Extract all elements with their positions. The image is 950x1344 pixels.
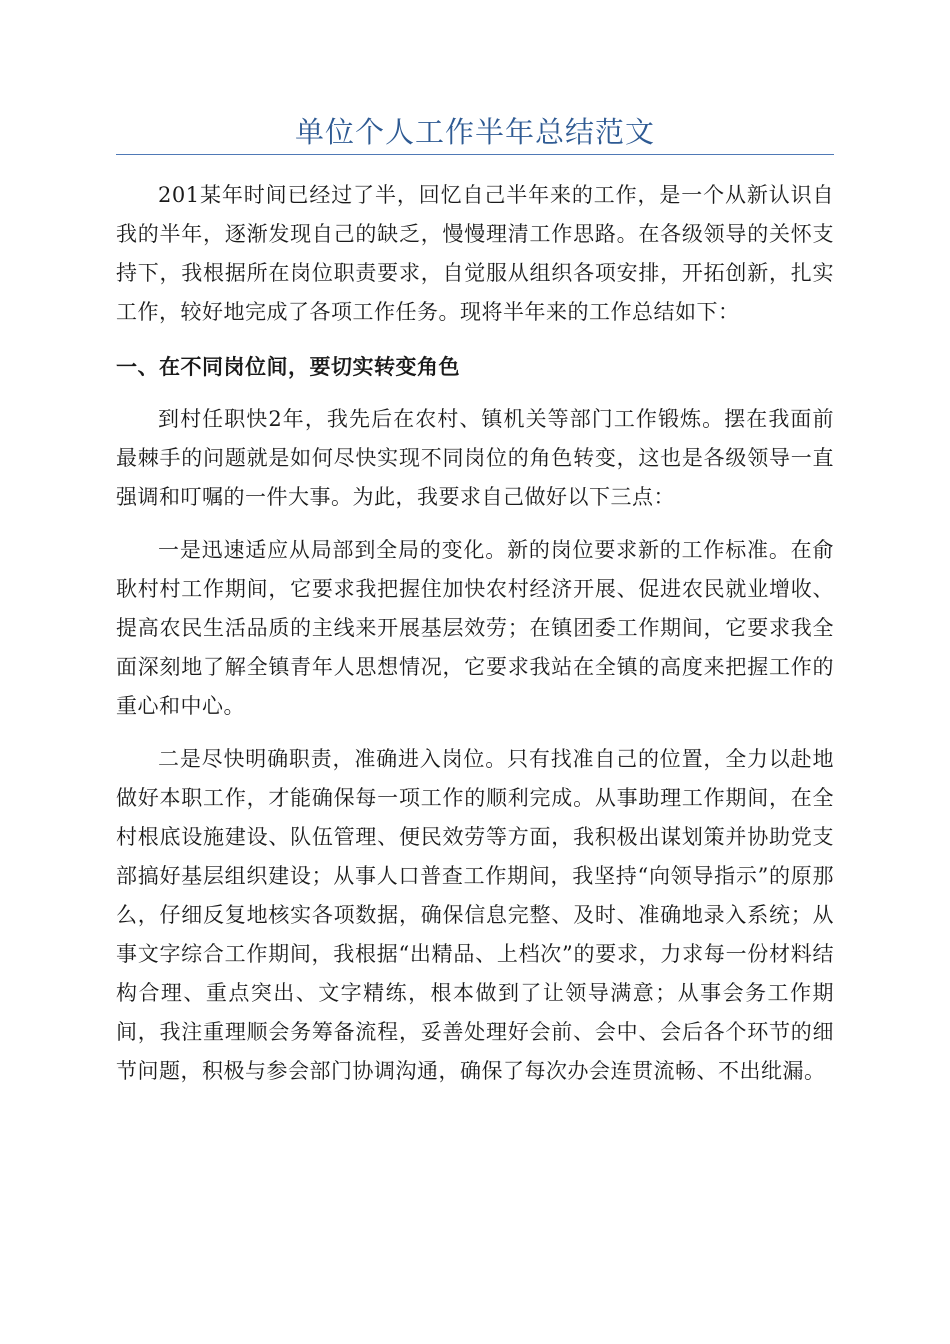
body-paragraph: 到村任职快2年，我先后在农村、镇机关等部门工作锻炼。摆在我面前最棘手的问题就是如何尽快实现不同岗位的角色转变，这也是各级领导一直强调和叮嘱的一件大事。为此，我要求自己做好以下三点： (116, 407, 834, 509)
document-body (116, 176, 834, 1105)
section-heading: 一、在不同岗位间，要切实转变角色 (116, 355, 460, 379)
title-underline (116, 154, 834, 155)
body-paragraph: 二是尽快明确职责，准确进入岗位。只有找准自己的位置，全力以赴地做好本职工作，才能确保每一项工作的顺利完成。从事助理工作期间，在全村根底设施建设、队伍管理、便民效劳等方面，我积极出谋划策并协助党支部搞好基层组织建设；从事人口普查工作期间，我坚持“向领导指示”的原那么，仔细反复地核实各项数据，确保信息完整、及时、准确地录入系统；从事文字综合工作期间，我根据“出精品、上档次”的要求，力求每一份材料结构合理、重点突出、文字精练，根本做到了让领导满意；从事会务工作期间，我注重理顺会务筹备流程，妥善处理好会前、会中、会后各个环节的细节问题，积极与参会部门协调沟通，确保了每次办会连贯流畅、不出纰漏。 (116, 747, 834, 1083)
intro-paragraph: 201某年时间已经过了半，回忆自己半年来的工作，是一个从新认识自我的半年，逐渐发现自己的缺乏，慢慢理清工作思路。在各级领导的关怀支持下，我根据所在岗位职责要求，自觉服从组织各项安排，开拓创新，扎实工作，较好地完成了各项工作任务。现将半年来的工作总结如下： (116, 183, 834, 324)
document-title: 单位个人工作半年总结范文 (294, 115, 655, 149)
body-paragraph: 一是迅速适应从局部到全局的变化。新的岗位要求新的工作标准。在俞耿村村工作期间，它要求我把握住加快农村经济开展、促进农民就业增收、提高农民生活品质的主线来开展基层效劳；在镇团委工作期间，它要求我全面深刻地了解全镇青年人思想情况，它要求我站在全镇的高度来把握工作的重心和中心。 (116, 538, 834, 718)
